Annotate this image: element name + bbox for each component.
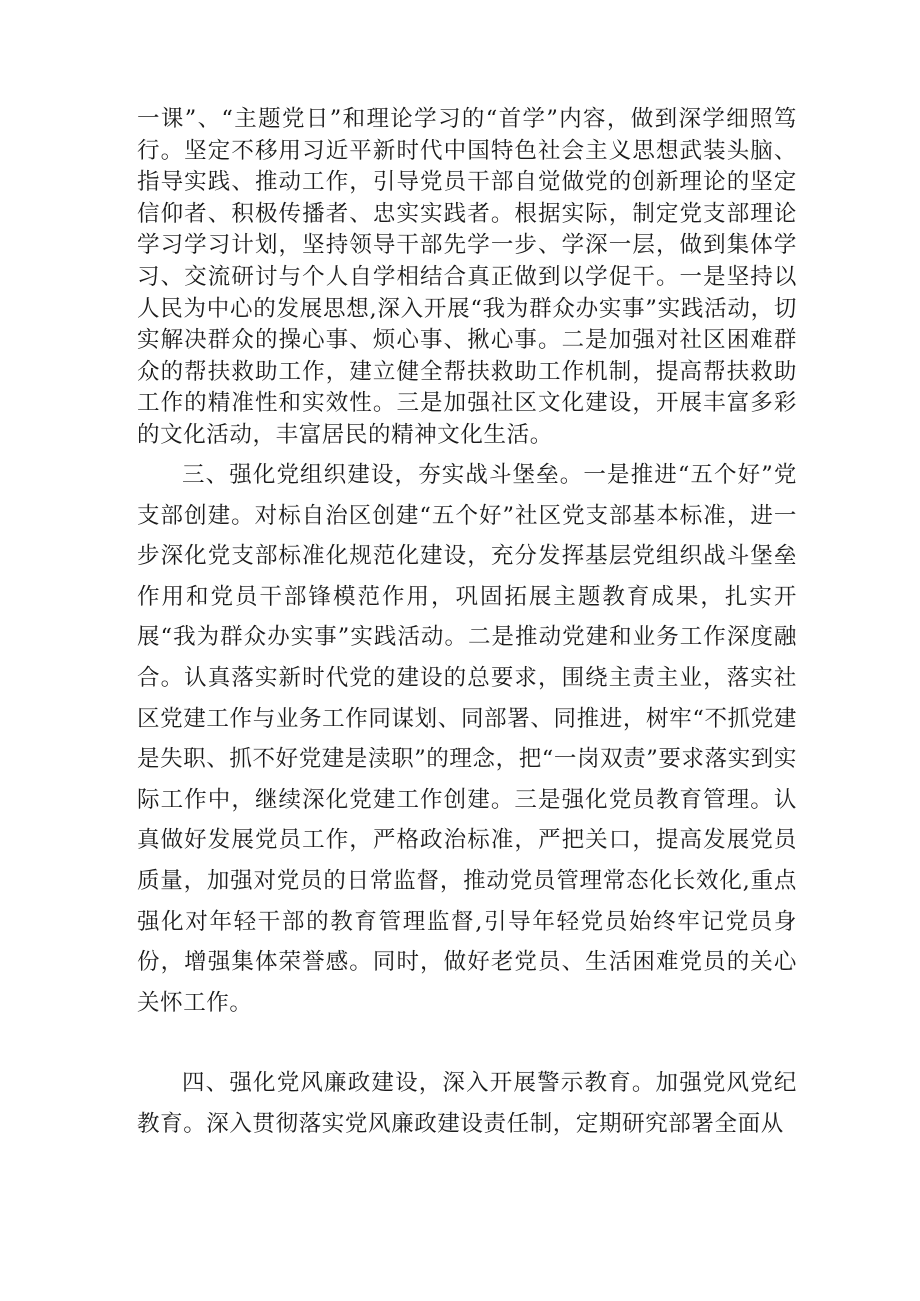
paragraph-continuation: 一课”、“主题党日”和理论学习的“首学”内容，做到深学细照笃行。坚定不移用习近平新时代中国特色社会主义思想武装头脑、指导实践、推动工作，引导党员干部自觉做党的创新理论的坚定信仰者、积极传播者、忠实实践者。根据实际，制定党支部理论学习学习计划，坚持领导干部先学一步、学深一层，做到集体学习、交流研讨与个人自学相结合真正做到以学促干。一是坚持以人民为中心的发展思想,深入开展“我为群众办实事”实践活动，切实解决群众的操心事、烦心事、揪心事。二是加强对社区困难群众的帮扶救助工作，建立健全帮扶救助工作机制，提高帮扶救助工作的精准性和实效性。三是加强社区文化建设，开展丰富多彩的文化活动，丰富居民的精神文化生活。 (137, 106, 797, 448)
paragraph-section-four: 四、强化党风廉政建设，深入开展警示教育。加强党风党纪教育。深入贯彻落实党风廉政建设责任制，定期研究部署全面从 (137, 1070, 797, 1137)
paragraph-section-three: 三、强化党组织建设，夯实战斗堡垒。一是推进“五个好”党支部创建。对标自治区创建“五个好”社区党支部基本标准，进一步深化党支部标准化规范化建设，充分发挥基层党组织战斗堡垒作用和党员干部锋模范作用，巩固拓展主题教育成果，扎实开展“我为群众办实事”实践活动。二是推动党建和业务工作深度融合。认真落实新时代党的建设的总要求，围绕主责主业，落实社区党建工作与业务工作同谋划、同部署、同推进，树牢“不抓党建是失职、抓不好党建是渎职”的理念，把“一岗双责”要求落实到实际工作中，继续深化党建工作创建。三是强化党员教育管理。认真做好发展党员工作，严格政治标准，严把关口，提高发展党员质量，加强对党员的日常监督，推动党员管理常态化长效化,重点强化对年轻干部的教育管理监督,引导年轻党员始终牢记党员身份，增强集体荣誉感。同时，做好老党员、生活困难党员的关心关怀工作。 (137, 462, 798, 1016)
